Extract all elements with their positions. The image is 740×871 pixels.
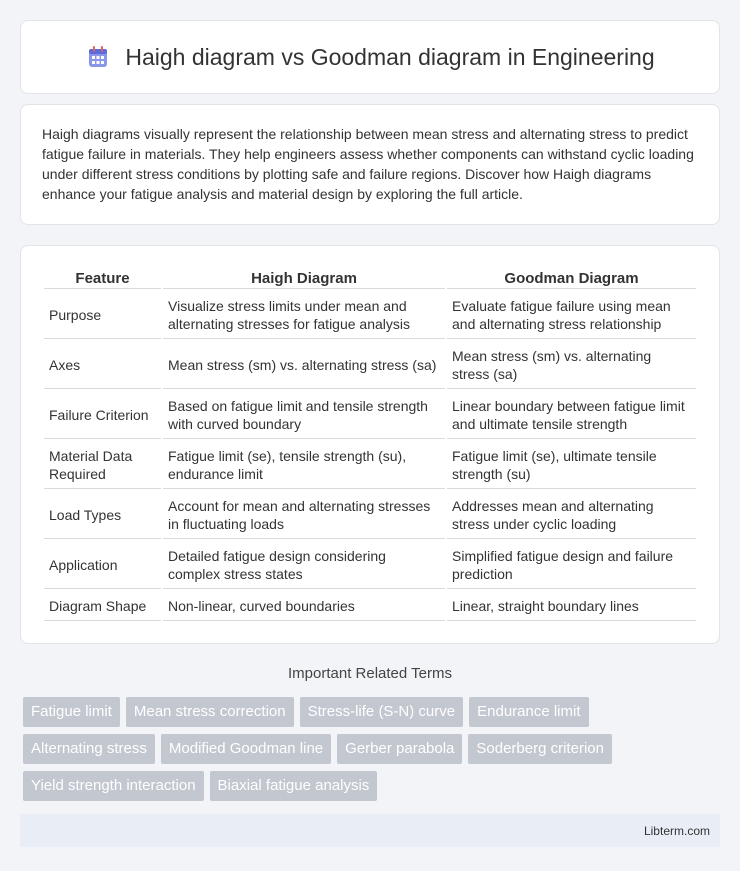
cell-goodman: Fatigue limit (se), ultimate tensile strength (su) <box>447 441 696 489</box>
intro-card <box>20 104 720 225</box>
cell-feature: Axes <box>44 341 161 389</box>
cell-feature: Failure Criterion <box>44 391 161 439</box>
table-row <box>44 441 696 489</box>
cell-feature: Diagram Shape <box>44 591 161 621</box>
cell-goodman: Addresses mean and alternating stress under cyclic loading <box>447 491 696 539</box>
table-row <box>44 391 696 439</box>
related-terms-list <box>20 682 720 801</box>
comparison-table <box>42 266 698 623</box>
cell-goodman: Simplified fatigue design and failure prediction <box>447 541 696 589</box>
intro-text: Haigh diagrams visually represent the relationship between mean stress and alternating stress to predict fatigue failure in materials. They help engineers assess whether components can withstand cyclic loading under different stress conditions by plotting safe and failure regions. Discover how Haigh diagrams enhance your fatigue analysis and material design by exploring the full article. <box>42 126 694 202</box>
table-row <box>44 491 696 539</box>
related-terms-title: Important Related Terms <box>288 665 452 682</box>
tag-soderberg-criterion[interactable]: Soderberg criterion <box>468 734 612 764</box>
cell-feature: Material Data Required <box>44 441 161 489</box>
tag-endurance-limit[interactable]: Endurance limit <box>469 697 588 727</box>
cell-feature: Application <box>44 541 161 589</box>
header-feature: Feature <box>44 268 161 289</box>
tag-gerber-parabola[interactable]: Gerber parabola <box>337 734 462 764</box>
cell-haigh: Detailed fatigue design considering complex stress states <box>163 541 445 589</box>
tag-mean-stress-correction[interactable]: Mean stress correction <box>126 697 294 727</box>
header-haigh: Haigh Diagram <box>163 268 445 289</box>
cell-haigh: Based on fatigue limit and tensile strength with curved boundary <box>163 391 445 439</box>
tag-fatigue-limit[interactable]: Fatigue limit <box>23 697 120 727</box>
tag-biaxial-fatigue-analysis[interactable]: Biaxial fatigue analysis <box>210 771 378 801</box>
cell-haigh: Mean stress (sm) vs. alternating stress (sa) <box>163 341 445 389</box>
table-header-row <box>44 268 696 289</box>
cell-goodman: Mean stress (sm) vs. alternating stress (sa) <box>447 341 696 389</box>
cell-haigh: Account for mean and alternating stresses in fluctuating loads <box>163 491 445 539</box>
header-goodman: Goodman Diagram <box>447 268 696 289</box>
cell-feature: Purpose <box>44 291 161 339</box>
comparison-card <box>20 245 720 644</box>
tag-alternating-stress[interactable]: Alternating stress <box>23 734 155 764</box>
cell-goodman: Evaluate fatigue failure using mean and alternating stress relationship <box>447 291 696 339</box>
page-header <box>20 20 720 94</box>
table-row <box>44 291 696 339</box>
cell-haigh: Non-linear, curved boundaries <box>163 591 445 621</box>
footer-site-link[interactable]: Libterm.com <box>643 823 710 838</box>
tag-stress-life-curve[interactable]: Stress-life (S-N) curve <box>300 697 464 727</box>
table-row <box>44 541 696 589</box>
tag-yield-strength-interaction[interactable]: Yield strength interaction <box>23 771 204 801</box>
document-icon <box>85 44 111 70</box>
cell-feature: Load Types <box>44 491 161 539</box>
page-title: Haigh diagram vs Goodman diagram in Engineering <box>125 43 655 70</box>
cell-goodman: Linear boundary between fatigue limit and ultimate tensile strength <box>447 391 696 439</box>
tag-modified-goodman-line[interactable]: Modified Goodman line <box>161 734 331 764</box>
cell-haigh: Visualize stress limits under mean and alternating stresses for fatigue analysis <box>163 291 445 339</box>
table-row <box>44 591 696 621</box>
page-footer <box>20 814 720 847</box>
cell-goodman: Linear, straight boundary lines <box>447 591 696 621</box>
table-row <box>44 341 696 389</box>
cell-haigh: Fatigue limit (se), tensile strength (su), endurance limit <box>163 441 445 489</box>
